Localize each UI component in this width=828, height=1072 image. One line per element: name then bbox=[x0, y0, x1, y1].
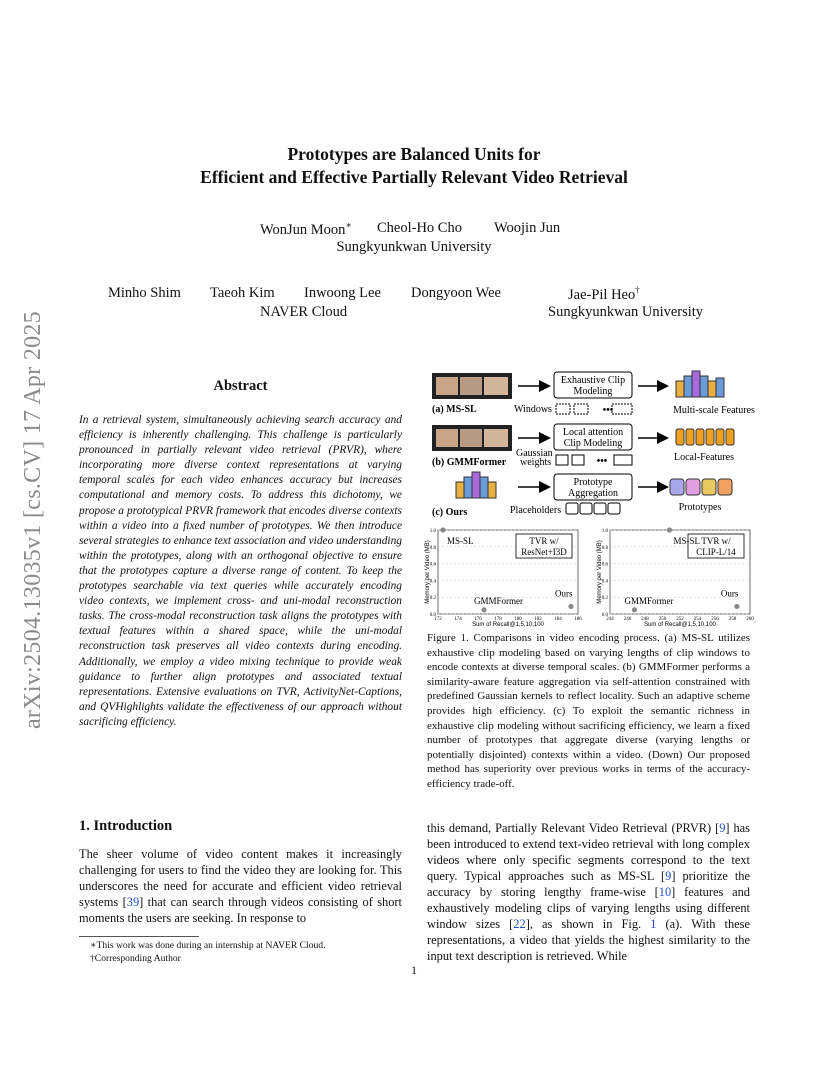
row-b-box-label: Local attention Clip Modeling bbox=[562, 427, 624, 449]
x-tick-label: 244 bbox=[606, 617, 614, 622]
row-c-label: (c) Ours bbox=[432, 507, 468, 518]
citation-link[interactable]: 39 bbox=[126, 895, 140, 909]
row-b bbox=[432, 424, 734, 468]
y-tick-label: 0.2 bbox=[601, 596, 608, 602]
y-tick-label: 0.4 bbox=[601, 579, 608, 585]
figure-diagram bbox=[426, 367, 756, 629]
author-taeoh: Taeoh Kim bbox=[210, 285, 275, 301]
row-c bbox=[432, 472, 732, 518]
row-a-sub: Windows bbox=[514, 404, 552, 415]
x-tick-label: 182 bbox=[534, 617, 542, 622]
x-tick-label: 176 bbox=[474, 617, 482, 622]
intro-right-text: this demand, Partially Relevant Video Retrieval (PRVR) [9] has been introduced to extend text-video retrieval with long complex videos where only specific segments correspond to the text query. Typical approaches such as MS-SL [9] prioritize the accuracy by storing lengthy frame-wise [10] features and exhaustively modeling clips of varying lengths using different window sizes [22], as shown in Fig. 1 (a). With these representations, a video that yields the highest similarity to the input text description is retrieved. While bbox=[427, 821, 751, 963]
row-a-box-label: Exhaustive Clip Modeling bbox=[560, 375, 626, 397]
arxiv-stamp: arXiv:2504.13035v1 [cs.CV] 17 Apr 2025 bbox=[20, 310, 46, 730]
y-tick-label: 0.2 bbox=[429, 596, 436, 602]
y-tick-label: 0.0 bbox=[601, 613, 608, 618]
x-tick-label: 178 bbox=[494, 617, 502, 622]
x-tick-label: 256 bbox=[711, 617, 719, 622]
annotation-label: ResNet+I3D bbox=[521, 547, 567, 557]
paper-title-line1: Prototypes are Balanced Units for bbox=[287, 144, 541, 164]
row-b-out: Local-Features bbox=[674, 452, 734, 463]
prototypes-icon bbox=[670, 479, 732, 495]
x-tick-label: 250 bbox=[658, 617, 667, 622]
y-tick-label: 0.6 bbox=[429, 562, 436, 568]
y-axis-label: Memory per Video (MB) bbox=[597, 540, 603, 604]
footnote-1: ∗This work was done during an internship at NAVER Cloud. bbox=[90, 940, 326, 951]
y-tick-label: 0.8 bbox=[429, 545, 436, 551]
y-tick-label: 0.8 bbox=[601, 545, 608, 551]
x-tick-label: 252 bbox=[676, 617, 684, 622]
row-a bbox=[432, 371, 755, 416]
footnote-2: †Corresponding Author bbox=[90, 953, 181, 964]
abstract-text: In a retrieval system, simultaneously achieving search accuracy and efficiency is inherently challenging. This challenge is particularly pronounced in partially relevant video retrieval (PRVR), where incorporating more diverse context representations at varying temporal scales for each video enhances accuracy but increases computational and memory costs. To address this dichotomy, we propose a prototypical PRVR framework that encodes diverse contexts within a video into a fixed number of prototypes. We then introduce several strategies to enhance text association and video understanding within the prototypes, along with an orthogonal objective to ensure that the prototypes capture a diverse range of content. To keep the prototypes searchable via text queries while accurately encoding video contexts, we implement cross- and uni-modal reconstruction tasks. The cross-modal reconstruction task aligns the prototypes with textual features within a shared space, while the uni-modal reconstruction task preserves all video contexts during encoding. Additionally, we employ a video mixing technique to provide weak guidance to further align prototypes and associated textual representations. Extensive evaluations on TVR, ActivityNet-Captions, and QVHighlights validate the effectiveness of our approach without sacrificing efficiency. bbox=[79, 414, 402, 728]
affiliation-naver: NAVER Cloud bbox=[260, 304, 348, 320]
page-number: 1 bbox=[411, 963, 417, 977]
point-label: GMMFormer bbox=[474, 595, 523, 606]
y-tick-label: 0.6 bbox=[601, 562, 608, 568]
author-wonjun: WonJun Moon∗ bbox=[260, 220, 352, 238]
author-woojin: Woojin Jun bbox=[494, 220, 561, 236]
multi-scale-features-icon bbox=[676, 371, 724, 397]
y-tick-label: 1.0 bbox=[429, 529, 436, 534]
citation-link[interactable]: 22 bbox=[513, 917, 526, 931]
data-point bbox=[632, 607, 637, 612]
figure-caption: Figure 1. Comparisons in video encoding process. (a) MS-SL utilizes exhaustive clip modeling based on varying lengths of clip windows to encode contexts at diverse temporal scales. (b) GMMFormer performs a similarity-aware feature aggregation via self-attention constrained with predefined Gaussian kernels to reflect locality. Such an adaptive scheme provides high efficiency. (c) To exploit the semantic richness in exhaustive clip modeling without sacrificing efficiency, we learn a fixed number of prototypes that aggregate diverse (varying lengths or potentially disjointed) contexts within a video. (Down) Our proposed method has superiority over previous works in terms of the accuracy-efficiency trade-off. bbox=[427, 632, 750, 790]
point-label: Ours bbox=[555, 588, 573, 599]
citation-link[interactable]: 9 bbox=[719, 821, 726, 835]
row-c-out: Prototypes bbox=[678, 502, 722, 513]
citation-link[interactable]: 9 bbox=[665, 869, 672, 883]
row-a-out: Multi-scale Features bbox=[673, 405, 755, 416]
row-b-label: (b) GMMFormer bbox=[432, 457, 507, 468]
x-tick-label: 172 bbox=[434, 617, 442, 622]
annotation-label: TVR w/ bbox=[529, 536, 559, 546]
x-tick-label: 184 bbox=[554, 617, 562, 622]
citation-link[interactable]: 10 bbox=[658, 885, 672, 899]
scatter-chart-left bbox=[425, 527, 582, 628]
y-tick-label: 0.0 bbox=[429, 613, 436, 618]
x-tick-label: 260 bbox=[746, 617, 754, 622]
point-label: GMMFormer bbox=[624, 595, 674, 606]
data-point bbox=[568, 604, 573, 609]
figure-link[interactable]: 1 bbox=[650, 917, 657, 931]
author-dongyoon: Dongyoon Wee bbox=[411, 285, 501, 301]
author-inwoong: Inwoong Lee bbox=[304, 285, 381, 301]
y-tick-label: 1.0 bbox=[601, 529, 608, 534]
author-jaepil: Jae-Pil Heo† bbox=[568, 285, 640, 303]
affiliation-skku-2: Sungkyunkwan University bbox=[548, 304, 704, 320]
author-cheolho: Cheol-Ho Cho bbox=[377, 220, 462, 236]
x-tick-label: 246 bbox=[623, 617, 632, 622]
point-label: Ours bbox=[720, 588, 739, 599]
x-tick-label: 186 bbox=[574, 617, 582, 622]
abstract-heading: Abstract bbox=[213, 378, 268, 394]
author-minho: Minho Shim bbox=[108, 285, 181, 301]
footnote-rule bbox=[79, 936, 199, 937]
figure-1 bbox=[426, 367, 756, 629]
scatter-chart-right bbox=[597, 527, 754, 628]
data-point bbox=[440, 527, 445, 532]
data-point bbox=[481, 607, 486, 612]
affiliation-skku-1: Sungkyunkwan University bbox=[336, 239, 492, 255]
y-axis-label: Memory per Video (MB) bbox=[425, 540, 431, 604]
x-tick-label: 174 bbox=[454, 617, 462, 622]
local-features-icon bbox=[676, 429, 734, 445]
point-label: MS-SL bbox=[447, 536, 474, 546]
row-b-sub: Gaussian weights bbox=[516, 448, 553, 468]
intro-heading: 1. Introduction bbox=[79, 818, 173, 834]
data-point bbox=[667, 527, 672, 532]
row-a-dots: ••• bbox=[602, 405, 614, 416]
x-axis-label: Sum of Recall@1,5,10,100 bbox=[644, 622, 716, 628]
x-tick-label: 180 bbox=[514, 617, 522, 622]
x-tick-label: 254 bbox=[693, 617, 702, 622]
x-tick-label: 258 bbox=[728, 617, 737, 622]
row-a-label: (a) MS-SL bbox=[432, 404, 477, 415]
data-point bbox=[734, 604, 739, 609]
paper-title-line2: Efficient and Effective Partially Relevant Video Retrieval bbox=[200, 167, 628, 187]
prototype-input-icon bbox=[456, 472, 496, 498]
intro-left-text: The sheer volume of video content makes it increasingly challenging for users to find the video they are looking for. This underscores the need for accurate and efficient video retrieval systems [39] that can search through videos consisting of short moments the users are seeking. In response to bbox=[79, 847, 402, 925]
annotation-label: CLIP-L/14 bbox=[696, 547, 736, 557]
row-c-sub: Placeholders bbox=[510, 505, 562, 516]
x-axis-label: Sum of Recall@1,5,10,100 bbox=[472, 622, 544, 628]
x-tick-label: 248 bbox=[641, 617, 649, 622]
row-c-box-label: Prototype Aggregation bbox=[568, 477, 618, 499]
y-tick-label: 0.4 bbox=[429, 579, 436, 585]
annotation-label: TVR w/ bbox=[701, 536, 731, 546]
row-b-dots: ••• bbox=[596, 456, 608, 467]
point-label: MS-SL bbox=[673, 536, 701, 546]
